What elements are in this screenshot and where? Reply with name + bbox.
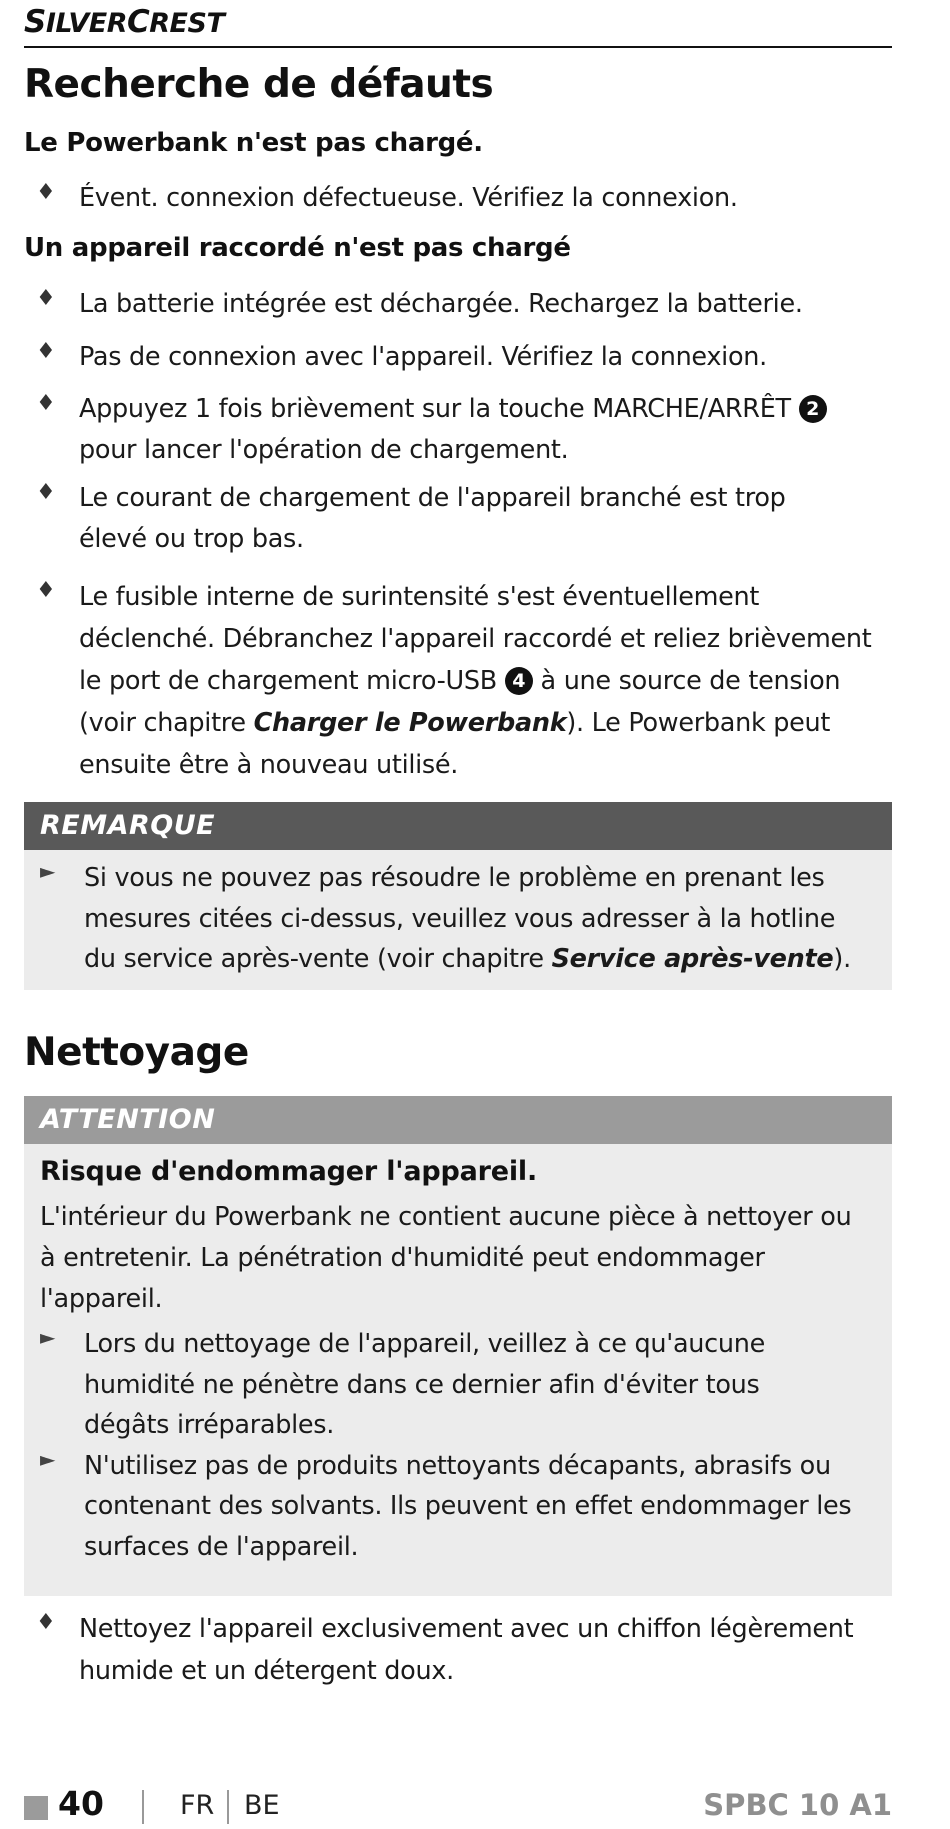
footer-divider [142,1790,144,1824]
diamond-bullet-icon: ♦ [36,339,56,364]
footer-divider [227,1790,229,1824]
diamond-bullet-icon: ♦ [36,1610,56,1635]
attention-paragraph: L'intérieur du Powerbank ne contient aucune pièce à nettoyer ou à entretenir. La pénétration d'humidité peut endommager l'appareil. [40,1202,852,1314]
callout-number-icon: 4 [505,667,533,695]
list-item: ♦ La batterie intégrée est déchargée. Rechargez la batterie. [36,286,803,319]
attention-box [24,1096,892,1596]
diamond-bullet-icon: ♦ [36,286,56,311]
attention-title: Risque d'endommager l'appareil. [40,1156,538,1187]
header-rule [24,46,892,48]
attention-item: N'utilisez pas de produits nettoyants décapants, abrasifs ou contenant des solvants. Ils peuvent en effet endommager les surfaces de l'appareil. [84,1450,852,1562]
note-text: Si vous ne pouvez pas résoudre le problème en prenant les mesures citées ci-dessus, veuillez vous adresser à la hotline du service après-vente (voir chapitre Service après-vente). [84,863,851,974]
footer-square-icon [24,1796,48,1820]
diamond-bullet-icon: ♦ [36,480,56,505]
attention-label: ATTENTION [24,1096,892,1144]
section-title-troubleshooting: Recherche de défauts [24,62,494,107]
arrow-bullet-icon: ► [40,1446,56,1471]
footer-lang: BE [244,1790,280,1821]
diamond-bullet-icon: ♦ [36,180,56,205]
list-item: ♦ Le courant de chargement de l'appareil branché est trop élevé ou trop bas. [36,480,786,554]
arrow-bullet-icon: ► [40,1325,56,1349]
diamond-bullet-icon: ♦ [36,391,56,416]
note-label: REMARQUE [24,802,892,850]
list-item: ♦ Pas de connexion avec l'appareil. Vérifiez la connexion. [36,339,767,372]
subheading-device-not-charged: Un appareil raccordé n'est pas chargé [24,233,571,263]
page-footer [24,1784,892,1828]
list-item: ♦ Le fusible interne de surintensité s'est éventuellement déclenché. Débranchez l'appareil raccordé et reliez brièvement le port de chargement micro-USB 4 à une source de tension (voir chapitre Charger le Powerbank). Le Powerbank peut ensuite être à nouveau utilisé. [36,578,872,780]
attention-item: Lors du nettoyage de l'appareil, veillez à ce qu'aucune humidité ne pénètre dans ce dernier afin d'éviter tous dégâts irréparables. [84,1329,765,1440]
list-item: ♦ Évent. connexion défectueuse. Vérifiez la connexion. [36,180,738,213]
arrow-bullet-icon: ► [40,859,56,883]
list-item: ♦ Nettoyez l'appareil exclusivement avec un chiffon légèrement humide et un détergent doux. [36,1610,854,1686]
callout-number-icon: 2 [799,395,827,423]
note-box [24,802,892,990]
diamond-bullet-icon: ♦ [36,578,56,603]
page-number: 40 [58,1784,104,1823]
model-number: SPBC 10 A1 [703,1788,892,1822]
footer-lang: FR [180,1790,215,1821]
list-item: ♦ Appuyez 1 fois brièvement sur la touche MARCHE/ARRÊT 2 pour lancer l'opération de chargement. [24,389,892,471]
brand-logo: SILVERCREST [24,4,225,40]
section-title-cleaning: Nettoyage [24,1030,249,1075]
subheading-powerbank-not-charged: Le Powerbank n'est pas chargé. [24,128,483,158]
